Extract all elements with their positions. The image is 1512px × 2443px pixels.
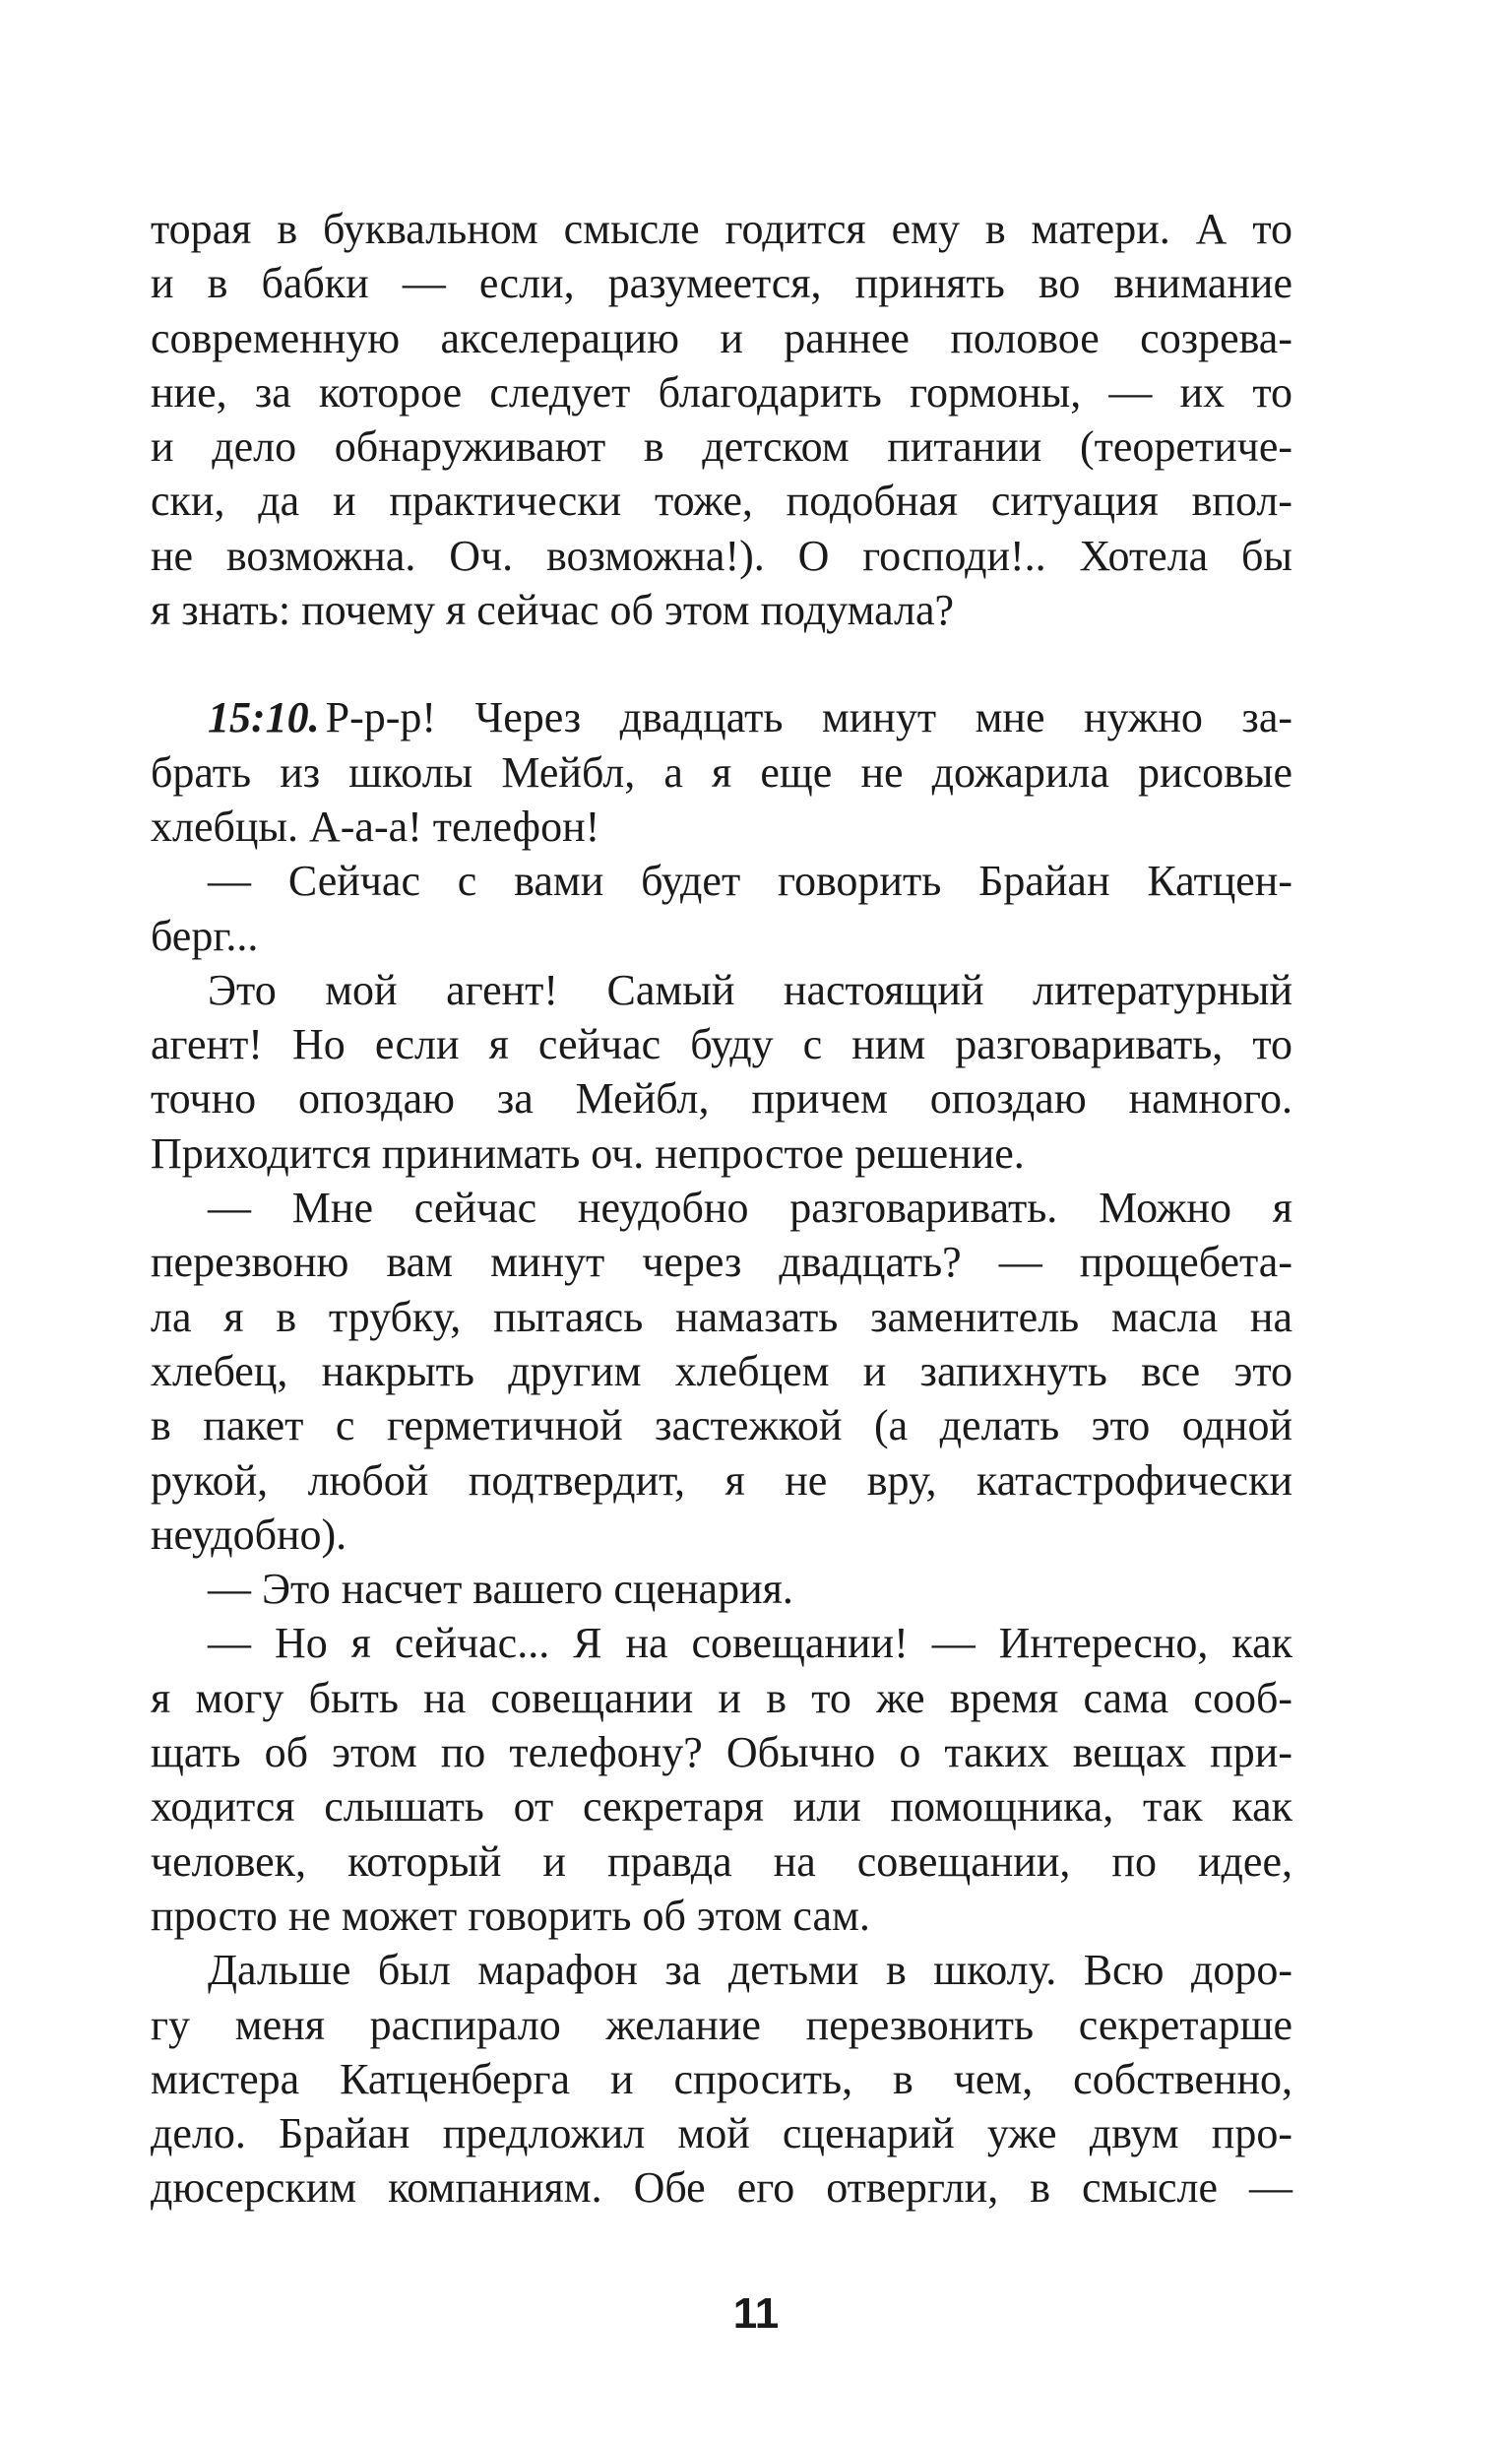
text-line: и дело обнаруживают в детском питании (теоретиче- <box>151 422 1292 472</box>
text-line: хлебец, накрыть другим хлебцем и запихнуть все это <box>151 1346 1292 1395</box>
text-line: Дальше был марафон за детьми в школу. Всю доро- <box>208 1946 1292 1995</box>
paragraph <box>151 1943 1292 2215</box>
text-line: ски, да и практически тоже, подобная ситуация впол- <box>151 477 1292 526</box>
text-line: человек, который и правда на совещании, по идее, <box>151 1836 1292 1886</box>
text-line: в пакет с герметичной застежкой (а делать это одной <box>151 1401 1292 1450</box>
text-line: просто не может говорить об этом сам. <box>151 1891 870 1940</box>
paragraph <box>151 963 1292 1181</box>
text-line: — Это насчет вашего сценария. <box>208 1565 793 1614</box>
paragraph-dialogue <box>151 854 1292 963</box>
text-line: современную акселерацию и раннее половое созрева- <box>151 313 1292 362</box>
entry-first-line: Р-р-р! Через двадцать минут мне нужно за- <box>325 693 1292 742</box>
text-line: точно опоздаю за Мейбл, причем опоздаю намного. <box>151 1074 1292 1124</box>
text-line: гу меня распирало желание перезвонить секретарше <box>151 2000 1292 2049</box>
text-line: неудобно). <box>151 1510 347 1559</box>
text-line: — Мне сейчас неудобно разговаривать. Можно я <box>208 1184 1292 1233</box>
entry-time: 15:10. <box>208 693 320 742</box>
text-line: ходится слышать от секретаря или помощника, так как <box>151 1782 1292 1832</box>
text-line: щать об этом по телефону? Обычно о таких вещах при- <box>151 1728 1292 1777</box>
text-line: рукой, любой подтвердит, я не вру, катастрофически <box>151 1455 1292 1505</box>
text-line: хлебцы. А-а-а! телефон! <box>151 802 600 851</box>
text-line: ла я в трубку, пытаясь намазать заменитель масла на <box>151 1292 1292 1341</box>
text-line: мистера Катценберга и спросить, в чем, собственно, <box>151 2054 1292 2103</box>
text-line: перезвоню вам минут через двадцать? — прощебета- <box>151 1238 1292 1287</box>
text-line: ние, за которое следует благодарить гормоны, — их то <box>151 367 1292 417</box>
text-line: дюсерским компаниям. Обе его отвергли, в смысле — <box>151 2163 1292 2213</box>
section-gap <box>151 637 1292 690</box>
text-line: и в бабки — если, разумеется, принять во внимание <box>151 259 1292 308</box>
text-line: я знать: почему я сейчас об этом подумала? <box>151 586 955 635</box>
text-line: агент! Но если я сейчас буду с ним разговаривать, то <box>151 1020 1292 1069</box>
text-line: брать из школы Мейбл, а я еще не дожарила рисовые <box>151 747 1292 797</box>
text-line <box>151 690 1292 744</box>
text-line: берг... <box>151 911 259 960</box>
paragraph-dialogue <box>151 1181 1292 1562</box>
text-line: я могу быть на совещании и в то же время сама сооб- <box>151 1673 1292 1722</box>
page-number: 11 <box>732 2289 780 2338</box>
text-line: не возможна. Оч. возможна!). О господи!.. Хотела бы <box>151 531 1292 580</box>
paragraph <box>151 202 1292 637</box>
text-line: Приходится принимать оч. непростое решение. <box>151 1128 1025 1178</box>
paragraph-entry <box>151 690 1292 854</box>
paragraph-dialogue <box>151 1562 1292 1616</box>
paragraph-dialogue <box>151 1616 1292 1943</box>
text-line: Это мой агент! Самый настоящий литературный <box>208 965 1292 1014</box>
text-line: — Но я сейчас... Я на совещании! — Интересно, как <box>208 1619 1292 1668</box>
text-line: дело. Брайан предложил мой сценарий уже двум про- <box>151 2109 1292 2158</box>
text-line: торая в буквальном смысле годится ему в матери. А то <box>151 205 1292 253</box>
book-page-text <box>151 202 1292 2216</box>
text-line: — Сейчас с вами будет говорить Брайан Катцен- <box>208 857 1292 906</box>
